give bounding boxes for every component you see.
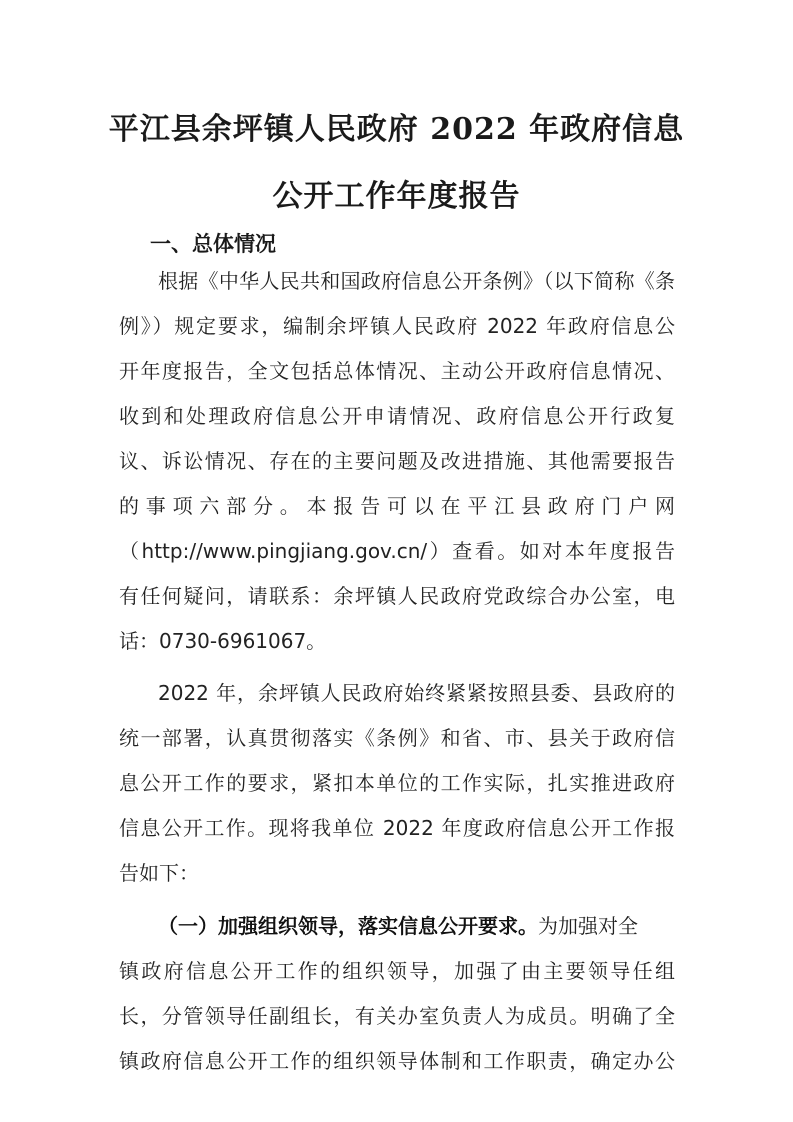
paragraph-line: 开年度报告，全文包括总体情况、主动公开政府信息情况、 [119,359,675,383]
document-title-line-1: 平江县余坪镇人民政府 2022 年政府信息 [108,112,685,147]
paragraph-line: 统一部署，认真贯彻落实《条例》和省、市、县关于政府信 [119,726,675,750]
paragraph-line: 议、诉讼情况、存在的主要问题及改进措施、其他需要报告 [119,449,675,473]
paragraph-line: 收到和处理政府信息公开申请情况、政府信息公开行政复 [119,404,675,428]
section-heading-overview: 一、总体情况 [150,232,276,256]
paragraph-line: 长，分管领导任副组长，有关办室负责人为成员。明确了全 [119,1004,675,1028]
document-title-line-2: 公开工作年度报告 [272,179,521,214]
paragraph-text: 为加强对全 [538,914,638,938]
paragraph-line: 信息公开工作。现将我单位 2022 年度政府信息公开工作报 [119,816,675,840]
paragraph-line: 的事项六部分。本报告可以在平江县政府门户网 [119,494,675,518]
paragraph-line: 镇政府信息公开工作的组织领导体制和工作职责，确定办公 [119,1049,675,1073]
paragraph-line: 有任何疑问，请联系：余坪镇人民政府党政综合办公室，电 [119,584,675,608]
paragraph-line: 镇政府信息公开工作的组织领导，加强了由主要领导任组 [119,959,675,983]
paragraph-line: （http://www.pingjiang.gov.cn/）查看。如对本年度报告 [119,539,675,563]
paragraph-line: 例》）规定要求，编制余坪镇人民政府 2022 年政府信息公 [119,314,675,338]
paragraph-line [158,910,675,942]
subsection-heading-organization: （一）加强组织领导，落实信息公开要求。 [158,914,538,938]
paragraph-line: 息公开工作的要求，紧扣本单位的工作实际，扎实推进政府 [119,771,675,795]
paragraph-line: 根据《中华人民共和国政府信息公开条例》（以下简称《条 [158,269,675,293]
paragraph-line: 告如下： [119,861,199,885]
paragraph-line: 话：0730-6961067。 [119,629,327,653]
paragraph-line: 2022 年，余坪镇人民政府始终紧紧按照县委、县政府的 [158,681,675,705]
